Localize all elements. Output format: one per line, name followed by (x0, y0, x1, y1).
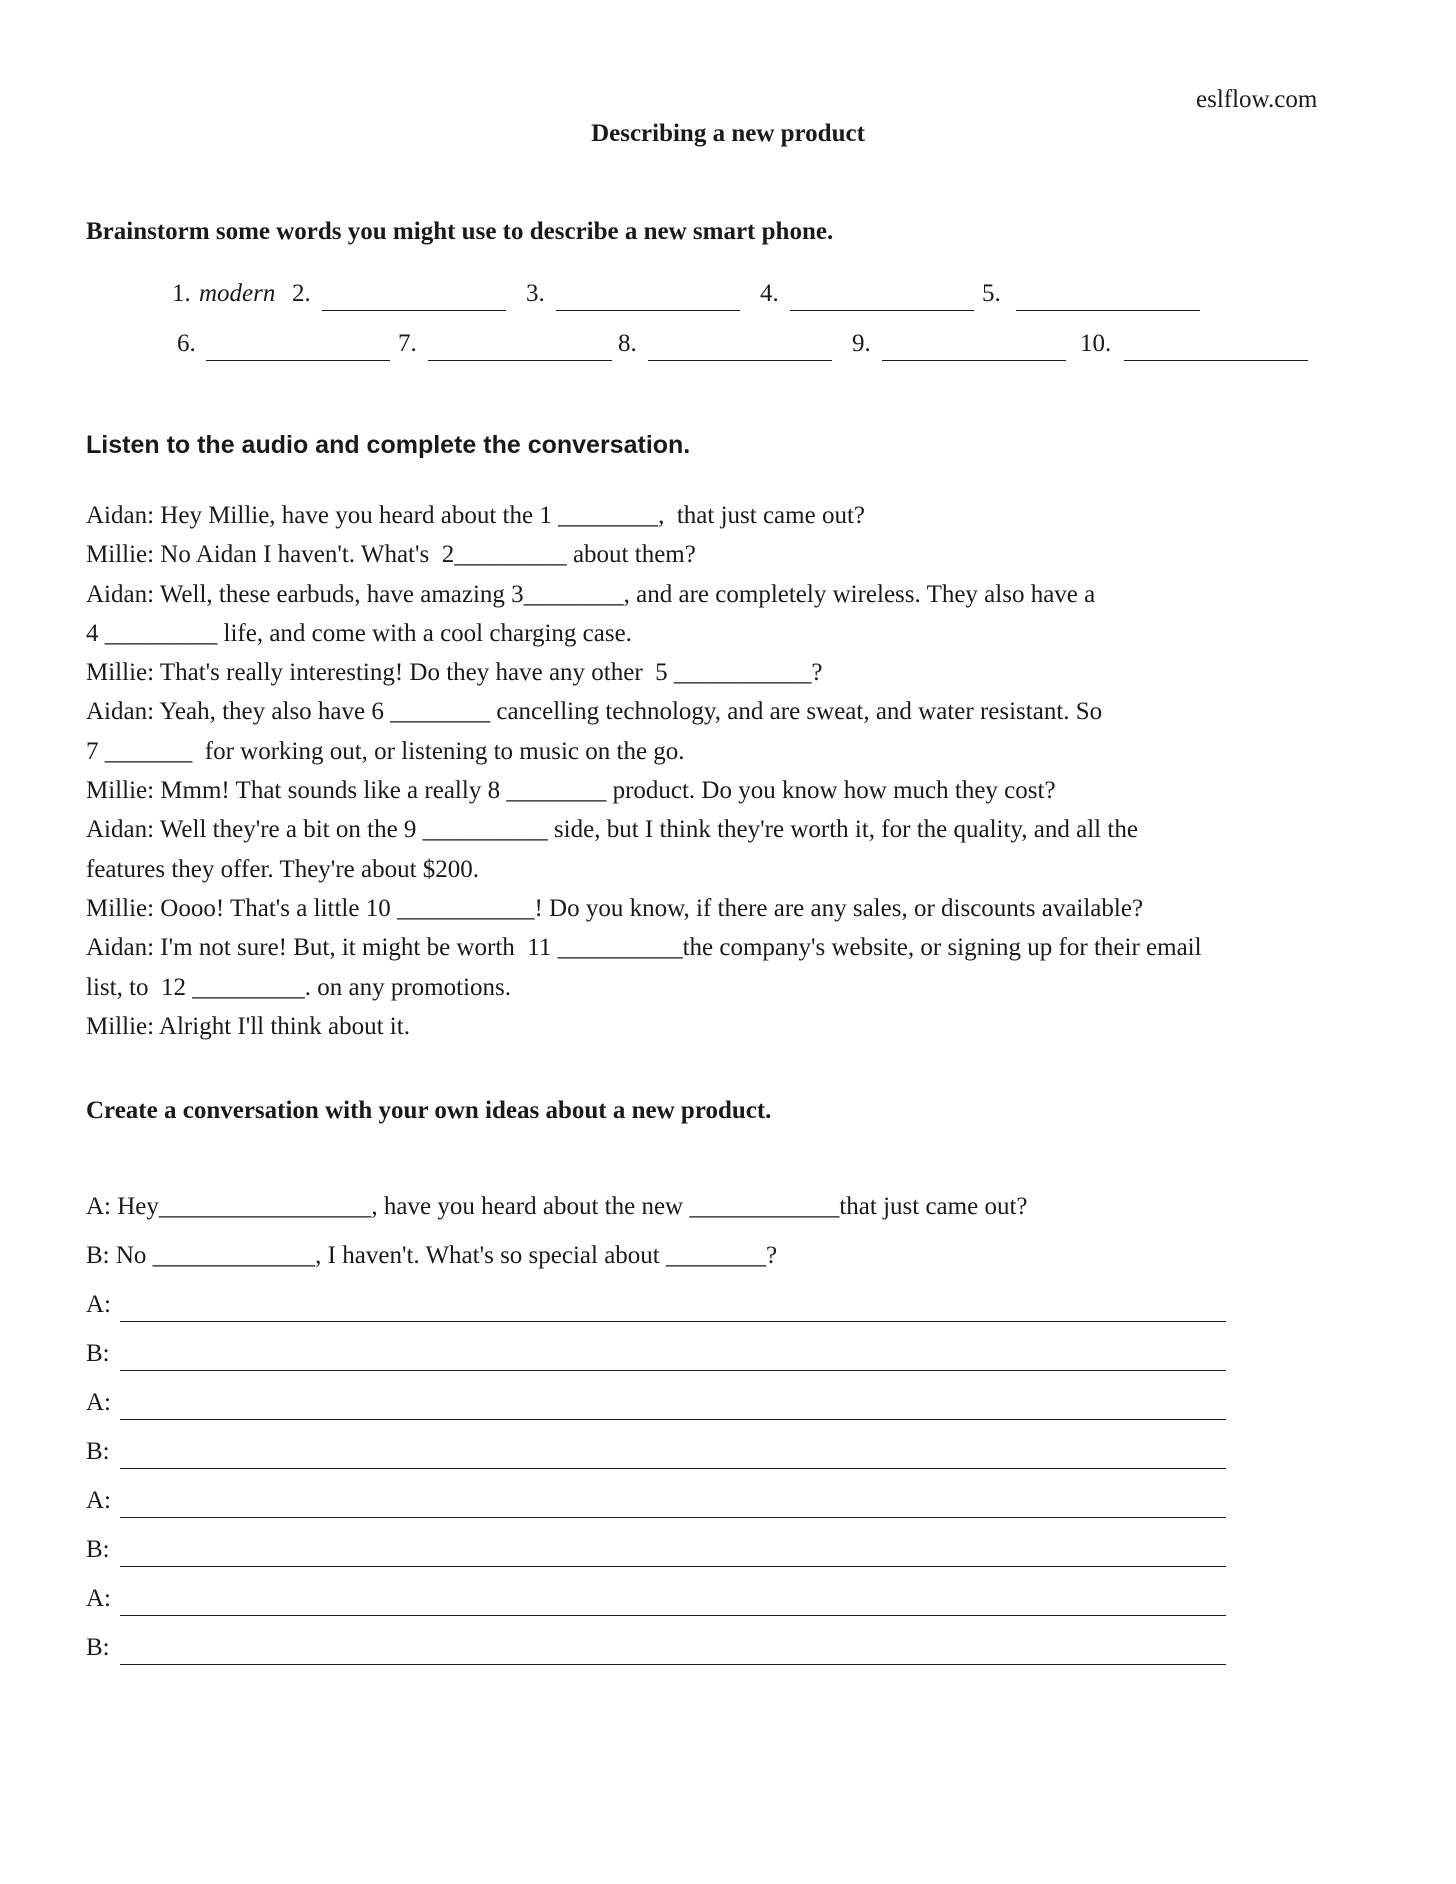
conversation-line: features they offer. They're about $200. (86, 855, 480, 883)
conversation-line: Aidan: Well they're a bit on the 9 __________ side, but I think they're worth it, for the quality, and all the (86, 816, 1138, 844)
speaker-label: A: (86, 1389, 111, 1416)
speaker-label: B: (86, 1438, 110, 1465)
writing-rule (120, 1566, 1226, 1567)
own-conversation-line-2[interactable]: B: No _____________, I haven't. What's so special about ________? (86, 1242, 778, 1269)
word-number-8: 8. (618, 330, 637, 357)
word-number-7: 7. (398, 330, 417, 357)
own-conversation-line-1[interactable]: A: Hey_________________, have you heard about the new ____________that just came out? (86, 1193, 1028, 1220)
conversation-line: Millie: That's really interesting! Do they have any other 5 ___________? (86, 659, 823, 687)
example-word: modern (199, 280, 276, 307)
word-number-5: 5. (982, 280, 1001, 307)
writing-rule (120, 1370, 1226, 1371)
writing-rule (120, 1517, 1226, 1518)
speaker-label: B: (86, 1340, 110, 1367)
word-blank-6[interactable] (206, 360, 390, 361)
word-blank-3[interactable] (556, 310, 740, 311)
conversation-line: Millie: Oooo! That's a little 10 ___________! Do you know, if there are any sales, or discounts available? (86, 894, 1144, 922)
writing-line[interactable] (86, 1291, 1226, 1327)
word-blank-2[interactable] (322, 310, 506, 311)
word-number-9: 9. (852, 330, 871, 357)
brainstorm-heading: Brainstorm some words you might use to describe a new smart phone. (86, 218, 834, 245)
conversation-line: 7 _______ for working out, or listening to music on the go. (86, 737, 685, 765)
word-blank-7[interactable] (428, 360, 612, 361)
speaker-label: A: (86, 1585, 111, 1612)
word-blank-10[interactable] (1124, 360, 1308, 361)
speaker-label: B: (86, 1536, 110, 1563)
site-name: eslflow.com (1196, 86, 1318, 113)
writing-rule (120, 1615, 1226, 1616)
example-number: 1. (172, 280, 191, 307)
word-number-2: 2. (292, 280, 311, 307)
conversation-line: Aidan: Hey Millie, have you heard about the 1 ________, that just came out? (86, 502, 865, 529)
speaker-label: B: (86, 1634, 110, 1661)
word-blank-9[interactable] (882, 360, 1066, 361)
word-number-6: 6. (177, 330, 196, 357)
conversation-line: Millie: Mmm! That sounds like a really 8 ________ product. Do you know how much they cost? (86, 777, 1056, 805)
page-title: Describing a new product (591, 120, 865, 147)
conversation-text (86, 496, 1386, 1046)
word-number-3: 3. (526, 280, 545, 307)
create-heading: Create a conversation with your own ideas about a new product. (86, 1097, 772, 1124)
writing-rule (120, 1321, 1226, 1322)
word-number-10: 10. (1080, 330, 1112, 357)
writing-rule (120, 1664, 1226, 1665)
writing-line[interactable] (86, 1585, 1226, 1621)
speaker-label: A: (86, 1291, 111, 1318)
writing-line[interactable] (86, 1438, 1226, 1474)
writing-line[interactable] (86, 1487, 1226, 1523)
conversation-line: Millie: No Aidan I haven't. What's 2_________ about them? (86, 541, 696, 569)
word-blank-8[interactable] (648, 360, 832, 361)
writing-rule (120, 1419, 1226, 1420)
conversation-line: 4 _________ life, and come with a cool charging case. (86, 619, 632, 647)
word-blank-5[interactable] (1016, 310, 1200, 311)
conversation-line: list, to 12 _________. on any promotions. (86, 973, 511, 1001)
writing-line[interactable] (86, 1536, 1226, 1572)
conversation-line: Millie: Alright I'll think about it. (86, 1012, 410, 1040)
speaker-label: A: (86, 1487, 111, 1514)
conversation-line: Aidan: Well, these earbuds, have amazing 3________, and are completely wireless. They also have a (86, 580, 1096, 608)
conversation-line: Aidan: Yeah, they also have 6 ________ cancelling technology, and are sweat, and water resistant. So (86, 698, 1103, 726)
writing-rule (120, 1468, 1226, 1469)
writing-line[interactable] (86, 1340, 1226, 1376)
word-number-4: 4. (760, 280, 779, 307)
writing-line[interactable] (86, 1634, 1226, 1670)
word-blank-4[interactable] (790, 310, 974, 311)
conversation-line: Aidan: I'm not sure! But, it might be worth 11 __________the company's website, or signing up for their email (86, 934, 1202, 962)
listening-heading: Listen to the audio and complete the conversation. (86, 431, 691, 459)
writing-line[interactable] (86, 1389, 1226, 1425)
